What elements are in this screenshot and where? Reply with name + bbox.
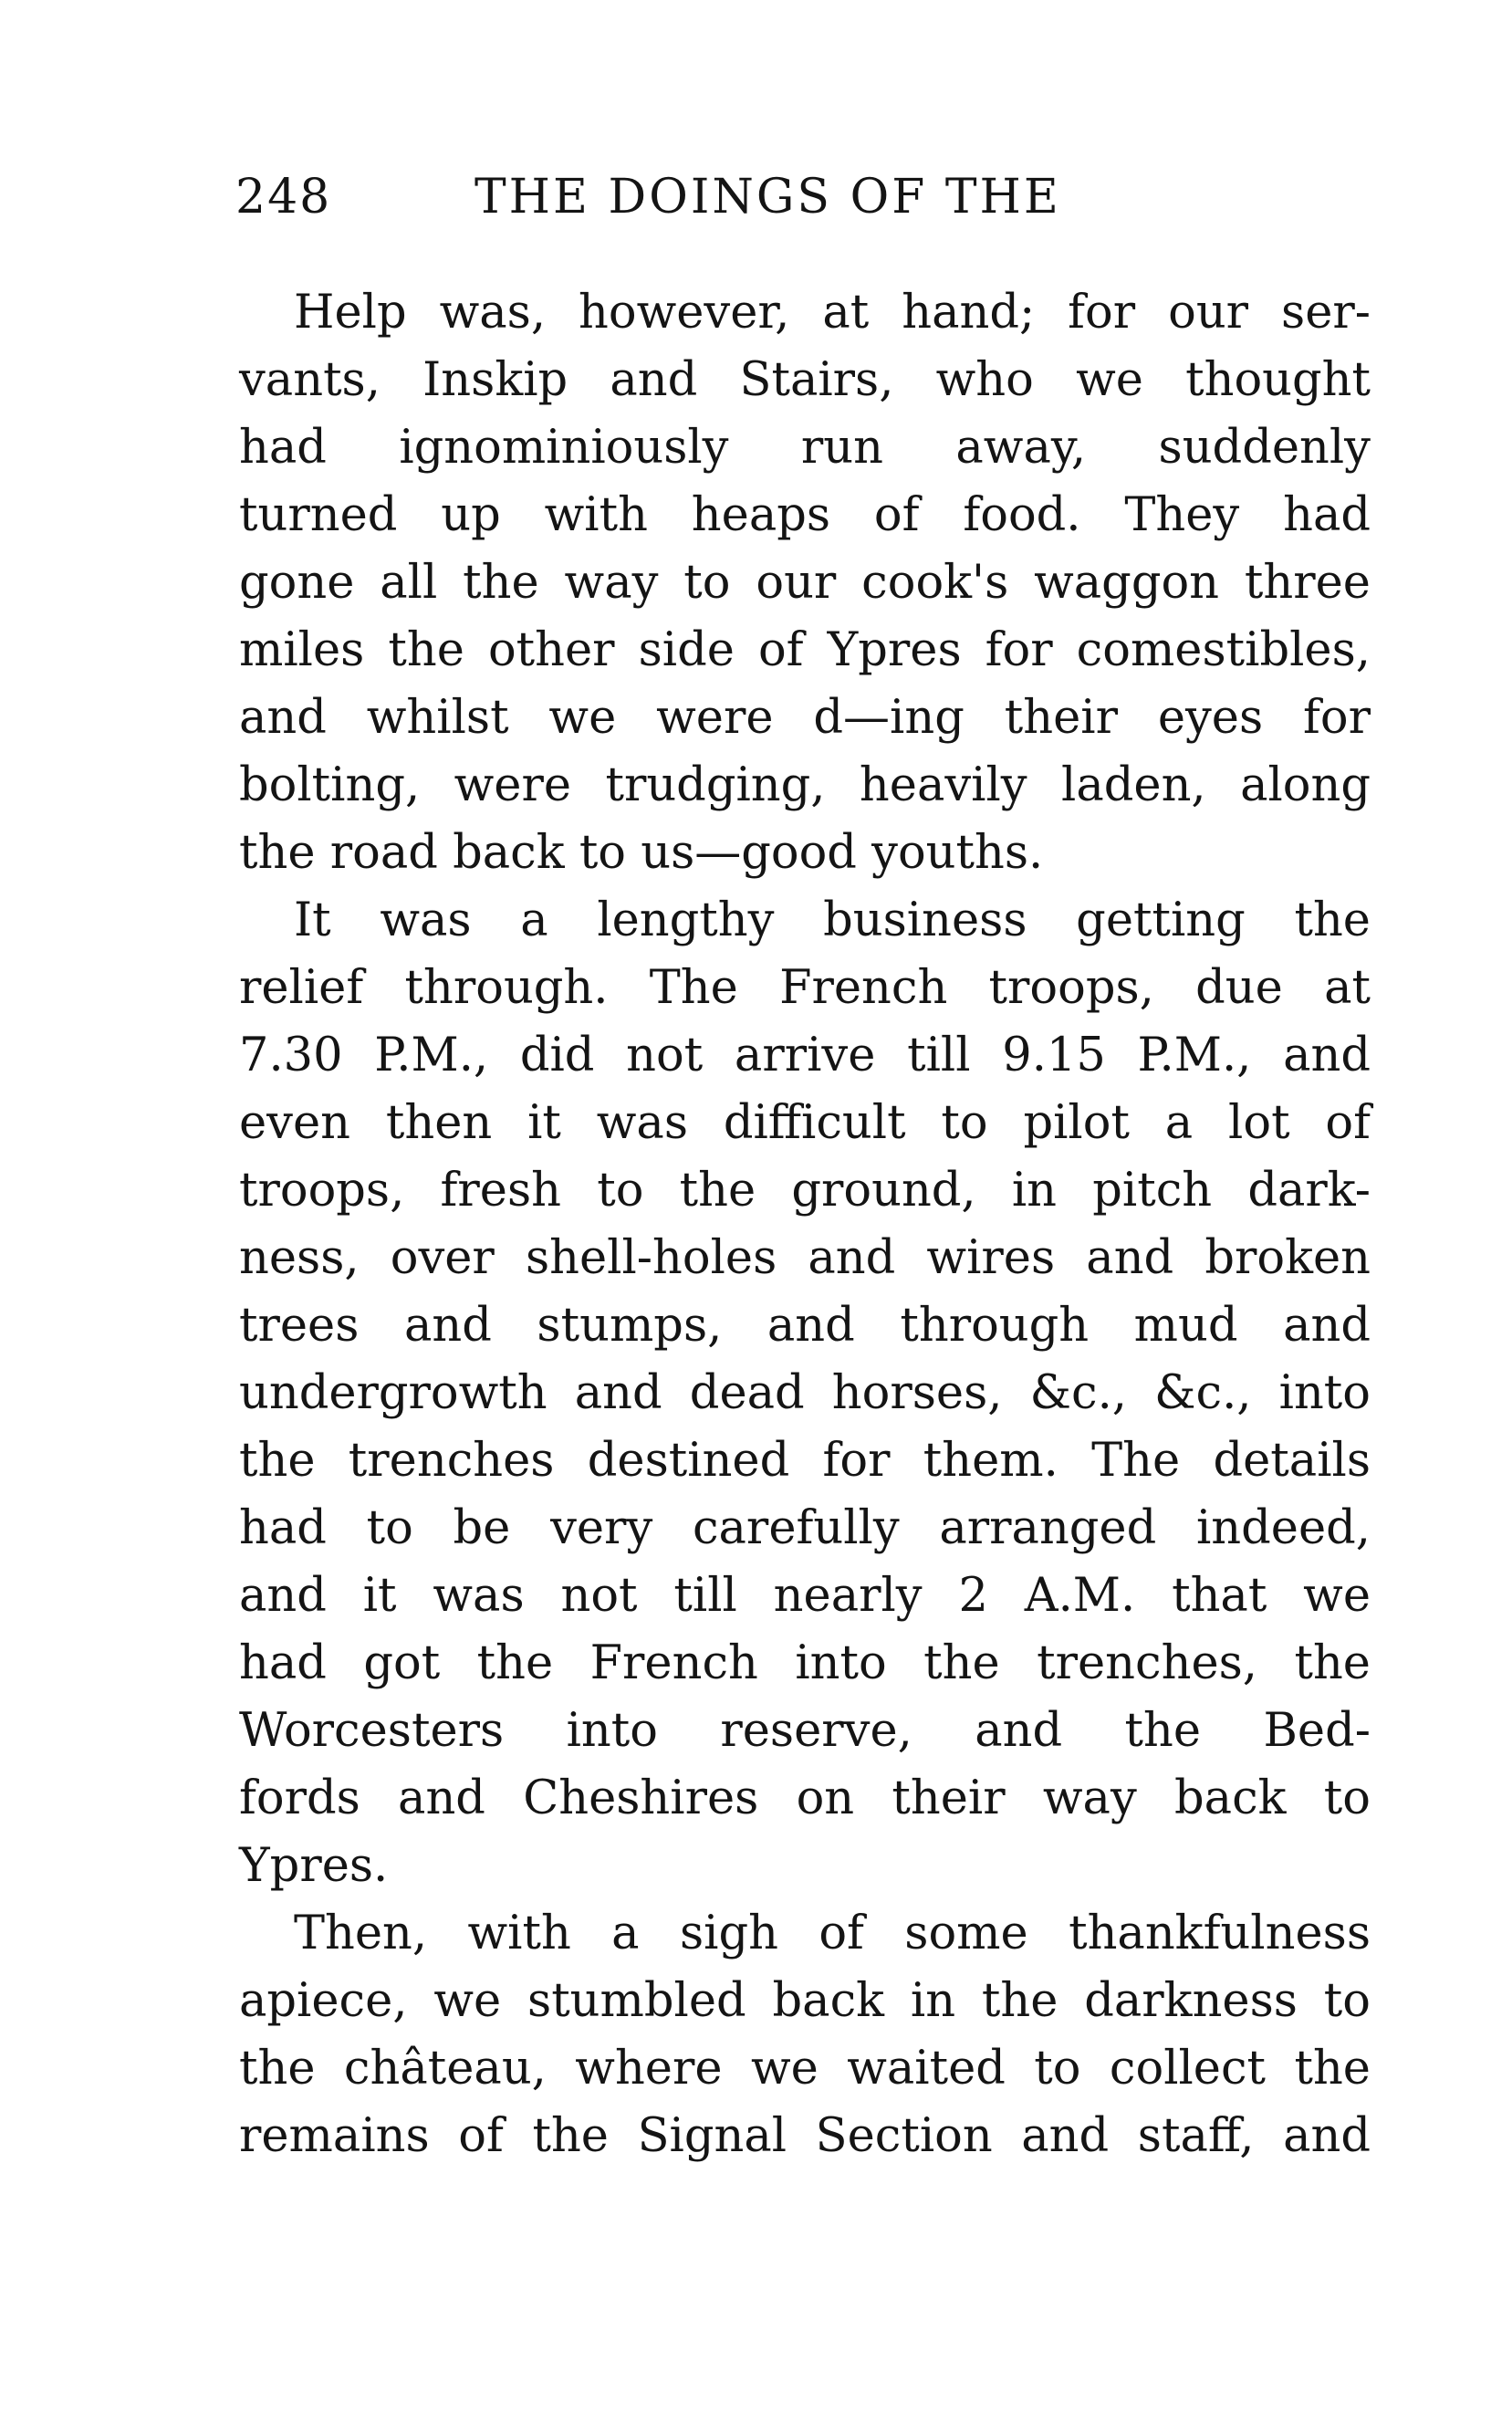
text-line: 7.30 P.M., did not arrive till 9.15 P.M., and: [239, 1029, 1371, 1082]
text-line: troops, fresh to the ground, in pitch dark-: [239, 1164, 1371, 1218]
text-line: undergrowth and dead horses, &c., &c., into: [239, 1366, 1371, 1420]
running-head: [235, 170, 1367, 234]
text-line: the road back to us—good youths.: [239, 826, 1044, 880]
page-number: 248: [235, 170, 332, 225]
running-title: THE DOINGS OF THE: [474, 170, 1061, 225]
text-line: had ignominiously run away, suddenly: [239, 421, 1371, 475]
text-line: It was a lengthy business getting the: [294, 894, 1371, 947]
text-line: apiece, we stumbled back in the darkness to: [239, 1974, 1371, 2028]
text-line: Help was, however, at hand; for our ser-: [294, 286, 1371, 340]
text-line: miles the other side of Ypres for comestibles,: [239, 623, 1371, 677]
text-line: Worcesters into reserve, and the Bed-: [239, 1704, 1371, 1758]
text-line: trees and stumps, and through mud and: [239, 1299, 1371, 1353]
text-line: Ypres.: [239, 1839, 389, 1893]
text-line: relief through. The French troops, due at: [239, 961, 1371, 1015]
text-line: and it was not till nearly 2 A.M. that we: [239, 1569, 1371, 1623]
text-line: turned up with heaps of food. They had: [239, 488, 1371, 542]
text-line: bolting, were trudging, heavily laden, along: [239, 758, 1371, 812]
text-line: had to be very carefully arranged indeed,: [239, 1501, 1371, 1555]
text-line: even then it was difficult to pilot a lot of: [239, 1096, 1371, 1150]
text-line: ness, over shell-holes and wires and broken: [239, 1231, 1371, 1285]
text-line: gone all the way to our cook's waggon three: [239, 556, 1371, 610]
text-line: Then, with a sigh of some thankfulness: [294, 1907, 1371, 1960]
text-line: the château, where we waited to collect the: [239, 2042, 1371, 2095]
text-line: remains of the Signal Section and staff, and: [239, 2109, 1371, 2163]
text-line: had got the French into the trenches, the: [239, 1636, 1371, 1690]
text-line: vants, Inskip and Stairs, who we thought: [239, 353, 1371, 407]
text-line: the trenches destined for them. The details: [239, 1434, 1371, 1488]
text-line: and whilst we were d—ing their eyes for: [239, 691, 1371, 745]
text-line: fords and Cheshires on their way back to: [239, 1771, 1371, 1825]
